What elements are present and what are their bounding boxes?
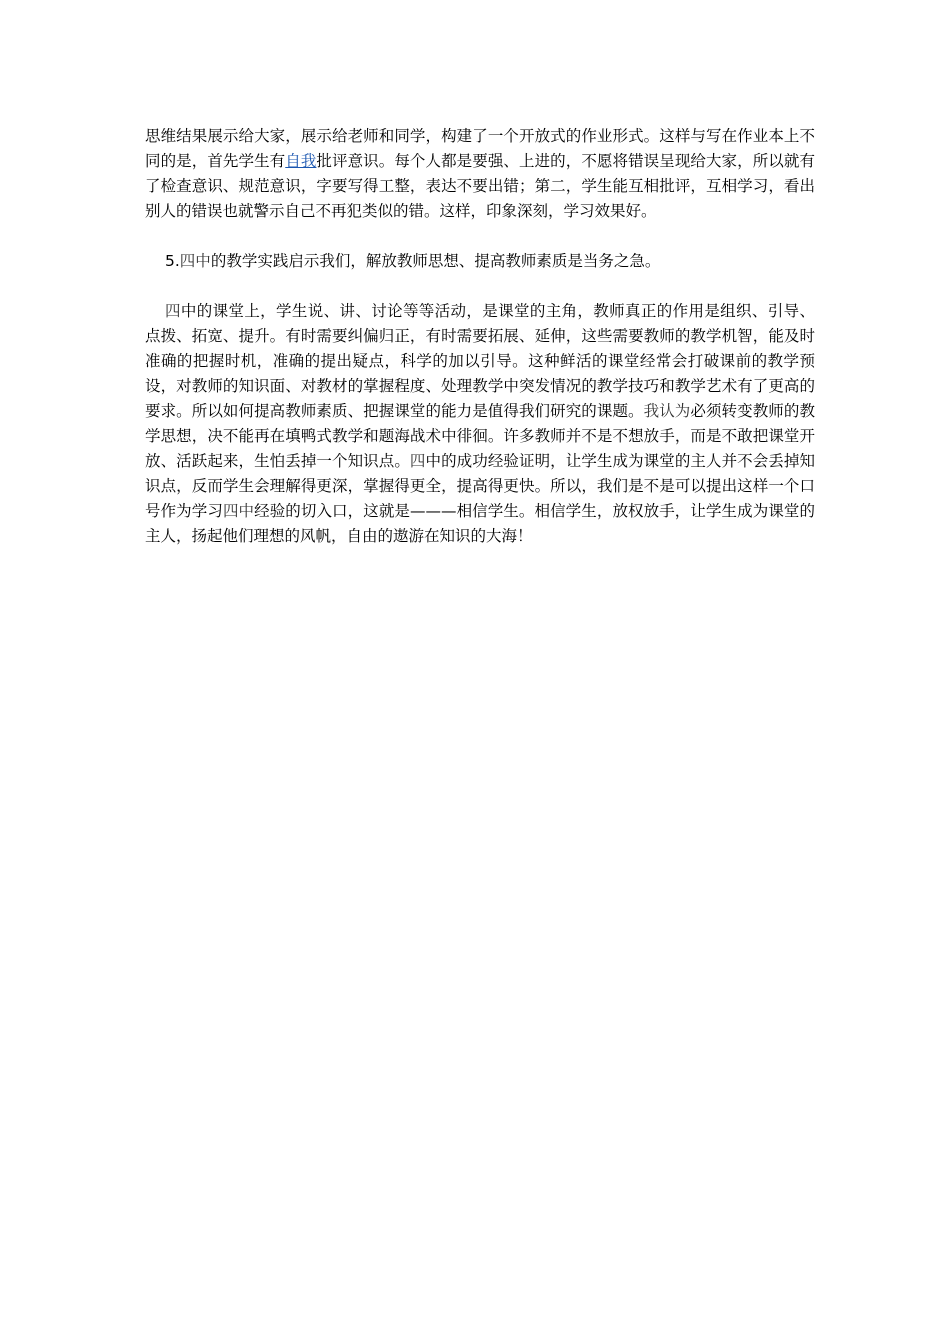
paragraph-text: 中的课堂上，学生说、讲、讨论等等活动，是课堂的主角，教师真正的作用是组织、引导、点拨、拓宽、提升。有时需要纠偏归正，有时需要拓展、延伸，这些需要教师的教学机智，能及时准确的把握时机，准确的提出疑点，科学的加以引导。这种鲜活的课堂经常会打破课前的教学预设，对教师的知识面、对教材的掌握程度、处理教学中突发情况的教学技巧和教学艺术有了更高的要求。所以如何提高教师素质、把握课堂的能力是值得我们研究的课题。: [145, 302, 815, 420]
document-body: [145, 124, 815, 549]
paragraph-text: 经验的切入口，这就是———相信学生。相信学生，放权放手，让学生成为课堂的主人，扬起他们理想的风帆，自由的遨游在知识的大海！: [145, 502, 815, 545]
section-number: 5.: [165, 252, 180, 270]
school-name: 四中: [179, 252, 211, 270]
paragraph-text: 思维结果展示给大家，展示给老师和同学，构建了一个开放式的作业形式。这样与写在作业本上不同的是，首先学生有: [145, 127, 815, 170]
serif-phrase: 我认为: [643, 402, 691, 420]
paragraph-text: 批评意识。每个人都是要强、上进的，不愿将错误呈现给大家，所以就有了检查意识、规范意识，字要写得工整，表达不要出错；第二，学生能互相批评，互相学习，看出别人的错误也就警示自己不再犯类似的错。这样，印象深刻，学习效果好。: [145, 152, 815, 220]
paragraph-text: 中的成功经验证明，让学生成为课堂的主人并不会丢掉知识点，反而学生会理解得更深，掌握得更全，提高得更快。所以，我们是不是可以提出这样一个口号作为学习: [145, 452, 815, 520]
school-name: 四: [409, 452, 426, 470]
paragraph-heading-5: [145, 249, 815, 274]
paragraph-text: 的教学实践启示我们，解放教师思想、提高教师素质是当务之急。: [210, 252, 661, 270]
paragraph-classroom: [145, 299, 815, 549]
school-name: 四: [165, 302, 181, 320]
paragraph-homework: [145, 124, 815, 224]
paragraph-text: 必须转变教师的教学思想，决不能再在填鸭式教学和题海战术中徘徊。许多教师并不是不想放手，而是不敢把课堂开放、活跃起来，生怕丢掉一个知识点。: [145, 402, 815, 470]
school-name: 四中: [222, 502, 255, 520]
self-link[interactable]: 自我: [285, 152, 317, 170]
